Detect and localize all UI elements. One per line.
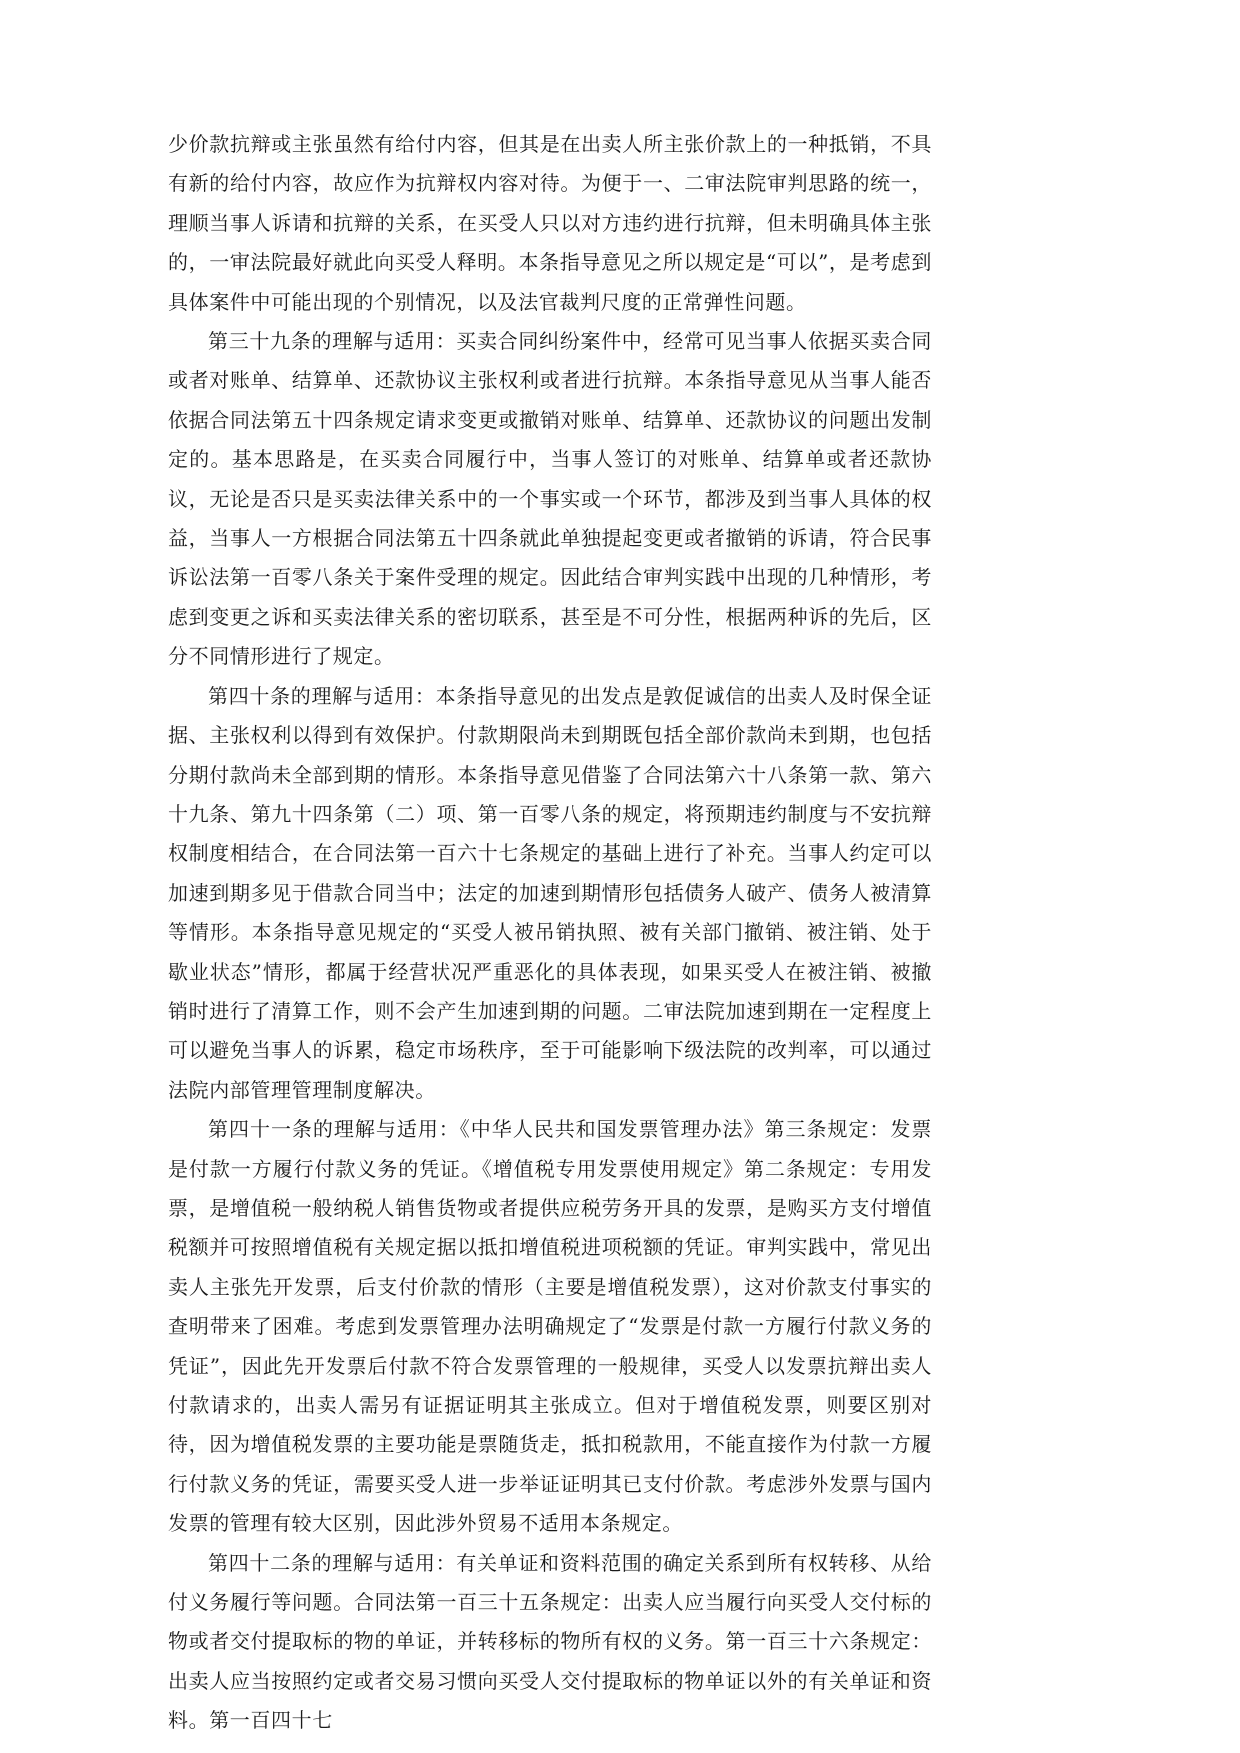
paragraph-article-41: 第四十一条的理解与适用：《中华人民共和国发票管理办法》第三条规定：发票是付款一方履行付款义务的凭证。《增值税专用发票使用规定》第二条规定：专用发票，是增值税一般纳税人销售货物或者提供应税劳务开具的发票，是购买方支付增值税额并可按照增值税有关规定据以抵扣增值税进项税额的凭证。审判实践中，常见出卖人主张先开发票，后支付价款的情形（主要是增值税发票），这对价款支付事实的查明带来了困难。考虑到发票管理办法明确规定了“发票是付款一方履行付款义务的凭证”，因此先开发票后付款不符合发票管理的一般规律，买受人以发票抗辩出卖人付款请求的，出卖人需另有证据证明其主张成立。但对于增值税发票，则要区别对待，因为增值税发票的主要功能是票随货走，抵扣税款用，不能直接作为付款一方履行付款义务的凭证，需要买受人进一步举证证明其已支付价款。考虑涉外发票与国内发票的管理有较大区别，因此涉外贸易不适用本条规定。 (168, 1117, 932, 1536)
paragraph-article-40: 第四十条的理解与适用：本条指导意见的出发点是敦促诚信的出卖人及时保全证据、主张权利以得到有效保护。付款期限尚未到期既包括全部价款尚未到期，也包括分期付款尚未全部到期的情形。本条指导意见借鉴了合同法第六十八条第一款、第六十九条、第九十四条第（二）项、第一百零八条的规定，将预期违约制度与不安抗辩权制度相结合，在合同法第一百六十七条规定的基础上进行了补充。当事人约定可以加速到期多见于借款合同当中；法定的加速到期情形包括债务人破产、债务人被清算等情形。本条指导意见规定的“买受人被吊销执照、被有关部门撤销、被注销、处于歇业状态”情形，都属于经营状况严重恶化的具体表现，如果买受人在被注销、被撤销时进行了清算工作，则不会产生加速到期的问题。二审法院加速到期在一定程度上可以避免当事人的诉累，稳定市场秩序，至于可能影响下级法院的改判率，可以通过法院内部管理管理制度解决。 (168, 683, 932, 1102)
paragraph-article-42: 第四十二条的理解与适用：有关单证和资料范围的确定关系到所有权转移、从给付义务履行等问题。合同法第一百三十五条规定：出卖人应当履行向买受人交付标的物或者交付提取标的物的单证，并转移标的物所有权的义务。第一百三十六条规定：出卖人应当按照约定或者交易习惯向买受人交付提取标的物单证以外的有关单证和资料。第一百四十七 (168, 1550, 932, 1733)
paragraph-article-39: 第三十九条的理解与适用：买卖合同纠纷案件中，经常可见当事人依据买卖合同或者对账单、结算单、还款协议主张权利或者进行抗辩。本条指导意见从当事人能否依据合同法第五十四条规定请求变更或撤销对账单、结算单、还款协议的问题出发制定的。基本思路是，在买卖合同履行中，当事人签订的对账单、结算单或者还款协议，无论是否只是买卖法律关系中的一个事实或一个环节，都涉及到当事人具体的权益，当事人一方根据合同法第五十四条就此单独提起变更或者撤销的诉请，符合民事诉讼法第一百零八条关于案件受理的规定。因此结合审判实践中出现的几种情形，考虑到变更之诉和买卖法律关系的密切联系，甚至是不可分性，根据两种诉的先后，区分不同情形进行了规定。 (168, 329, 932, 669)
document-page (168, 125, 932, 1741)
paragraph-continued: 少价款抗辩或主张虽然有给付内容，但其是在出卖人所主张价款上的一种抵销，不具有新的给付内容，故应作为抗辩权内容对待。为便于一、二审法院审判思路的统一，理顺当事人诉请和抗辩的关系，在买受人只以对方违约进行抗辩，但未明确具体主张的，一审法院最好就此向买受人释明。本条指导意见之所以规定是“可以”，是考虑到具体案件中可能出现的个别情况，以及法官裁判尺度的正常弹性问题。 (168, 132, 932, 314)
